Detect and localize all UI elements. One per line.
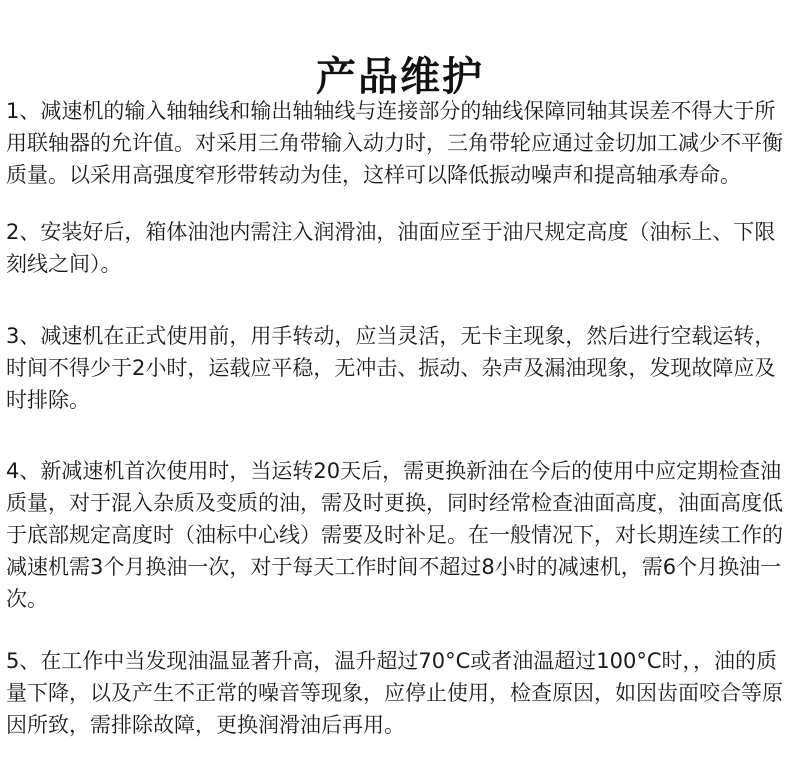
maintenance-item-3: 3、减速机在正式使用前，用手转动，应当灵活，无卡主现象，然后进行空载运转，时间不得少于2小时，运载应平稳，无冲击、振动、杂声及漏油现象，发现故障应及时排除。 — [6, 324, 776, 412]
maintenance-item-4: 4、新减速机首次使用时，当运转20天后，需更换新油在今后的使用中应定期检查油质量，对于混入杂质及变质的油，需及时更换，同时经常检查油面高度，油面高度低于底部规定高度时（油标中心线）需要及时补足。在一般情况下，对长期连续工作的减速机需3个月换油一次，对于每天工作时间不超过8小时的减速机，需6个月换油一次。 — [6, 459, 783, 611]
maintenance-item-2: 2、安装好后，箱体油池内需注入润滑油，油面应至于油尺规定高度（油标上、下限刻线之间）。 — [6, 220, 776, 276]
maintenance-item-1: 1、减速机的输入轴轴线和输出轴轴线与连接部分的轴线保障同轴其误差不得大于所用联轴器的允许值。对采用三角带输入动力时，三角带轮应通过金切加工减少不平衡质量。以采用高强度窄形带转动为佳，这样可以降低振动噪声和提高轴承寿命。 — [6, 99, 783, 187]
page-title: 产品维护 — [316, 53, 484, 100]
maintenance-item-5: 5、在工作中当发现油温显著升高，温升超过70°C或者油温超过100°C时，，油的质量下降，以及产生不正常的噪音等现象，应停止使用，检查原因，如因齿面咬合等原因所致，需排除故障，更换润滑油后再用。 — [6, 649, 783, 737]
